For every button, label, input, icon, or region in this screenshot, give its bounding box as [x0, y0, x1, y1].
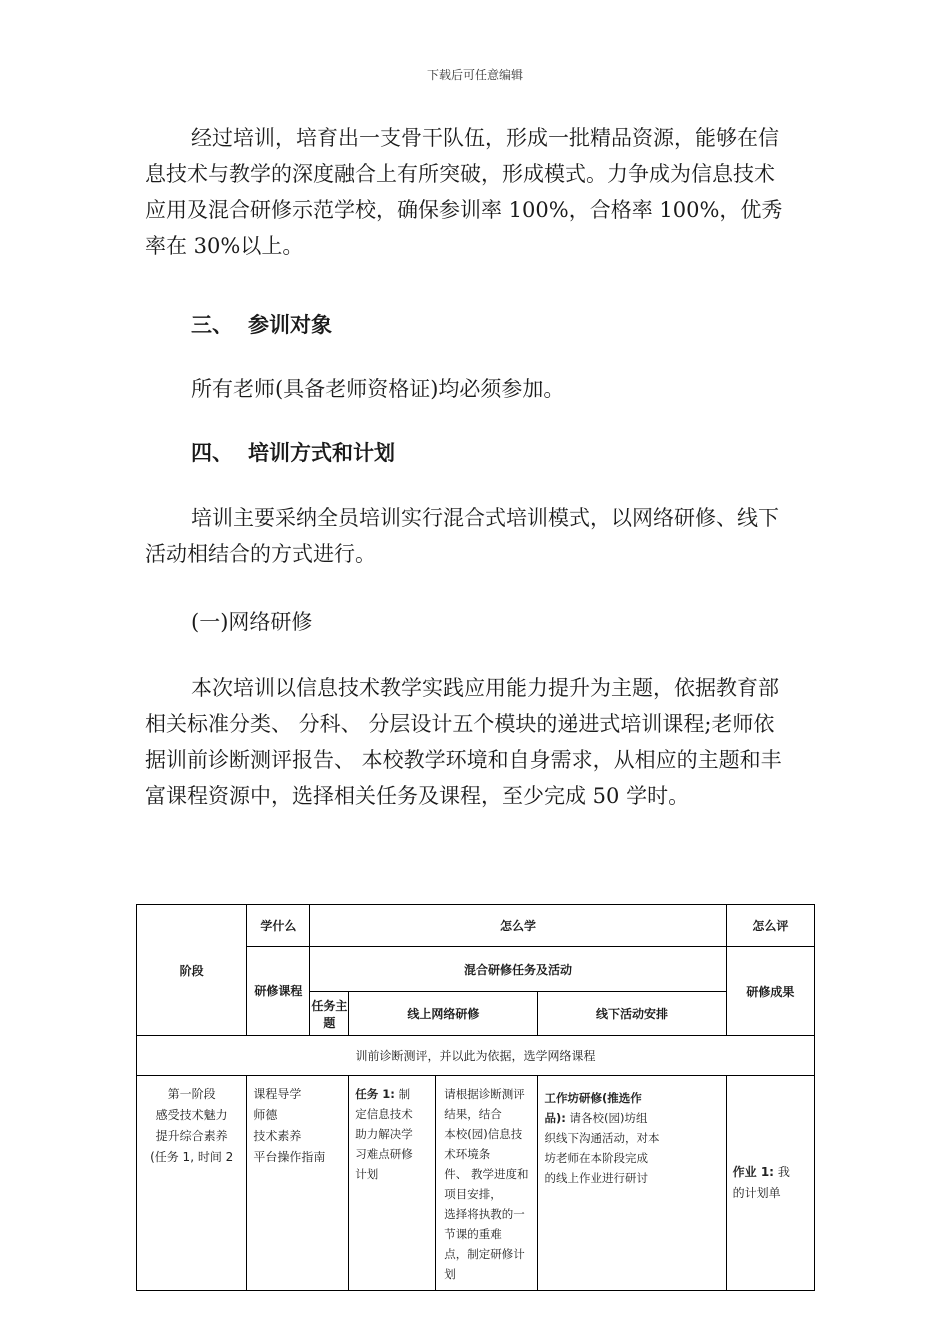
section-number: 四、 [191, 440, 233, 465]
course-cell: 课程导学 师德 技术素养 平台操作指南 [247, 1076, 349, 1291]
online-paragraph: 本次培训以信息技术教学实践应用能力提升为主题，依据教育部相关标准分类、 分科、 分层设计五个模块的递进式培训课程;老师依据训前诊断测评报告、 本校教学环境和自身需求，从相应的主题和丰富课程资源中，选择相关任务及课程，至少完成 50 学时。 [145, 676, 782, 808]
header-task: 任务主题 [310, 992, 349, 1036]
participants-paragraph: 所有老师(具备老师资格证)均必须参加。 [191, 377, 565, 401]
section-heading-method [191, 437, 395, 467]
offline-cell: 工作坊研修(推选作 品): 请各校(园)坊组 织线下沟通活动，对本 坊老师在本阶段完成 的线上作业进行研讨 [538, 1076, 726, 1291]
page-header: 下载后可任意编辑 [426, 68, 523, 82]
section-title: 参训对象 [248, 312, 332, 337]
header-course: 研修课程 [247, 947, 310, 1036]
section-heading-participants [191, 309, 332, 339]
training-plan-table [136, 904, 815, 1291]
section-number: 三、 [191, 312, 233, 337]
stage-cell: 第一阶段 感受技术魅力 提升综合素养 (任务 1, 时间 2 [137, 1076, 247, 1291]
method-paragraph: 培训主要采纳全员培训实行混合式培训模式，以网络研修、线下活动相结合的方式进行。 [145, 506, 779, 566]
result-cell: 作业 1: 我 的计划单 [726, 1076, 814, 1291]
header-offline: 线下活动安排 [538, 992, 726, 1036]
header-stage: 阶段 [137, 905, 247, 1036]
section-title: 培训方式和计划 [248, 440, 395, 465]
subsection-heading-online: (一)网络研修 [191, 610, 313, 634]
header-online: 线上网络研修 [349, 992, 538, 1036]
goal-paragraph: 经过培训，培育出一支骨干队伍，形成一批精品资源，能够在信息技术与教学的深度融合上有所突破，形成模式。力争成为信息技术应用及混合研修示范学校，确保参训率 100%，合格率 100%，优秀率在 30%以上。 [145, 126, 783, 258]
task-cell: 任务 1: 制 定信息技术 助力解决学 习难点研修 计划 请根据诊断测评结果，结合 本校(园)信息技术环境条 件、 教学进度和项目安排， 选择将执教的一节课的重难 点，制定研修计划 [349, 1076, 538, 1291]
header-mixed: 混合研修任务及活动 [310, 947, 726, 992]
header-how: 怎么学 [310, 905, 726, 947]
header-result: 研修成果 [726, 947, 814, 1036]
pre-assessment-row: 训前诊断测评，并以此为依据，选学网络课程 [137, 1036, 815, 1076]
header-what: 学什么 [247, 905, 310, 947]
header-eval: 怎么评 [726, 905, 814, 947]
